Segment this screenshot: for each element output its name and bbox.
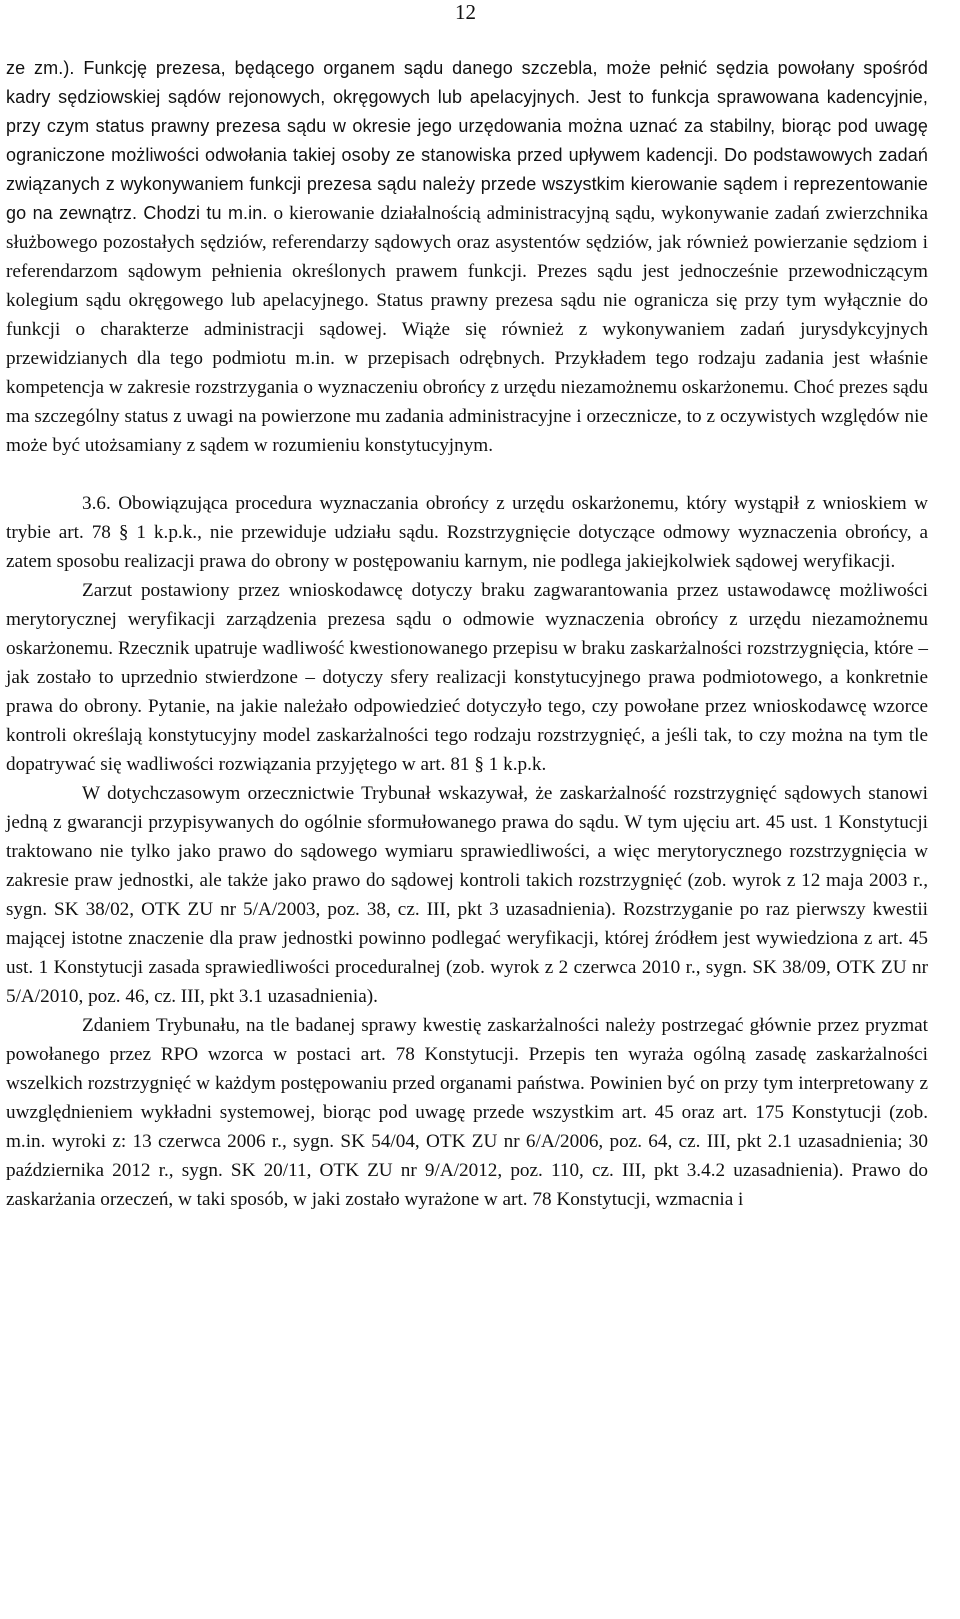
paragraph-4: W dotychczasowym orzecznictwie Trybunał wskazywał, że zaskarżalność rozstrzygnięć sądowych stanowi jedną z gwarancji przypisywanych do ogólnie sformułowanego prawa do sądu. W tym ujęciu art. 45 ust. 1 Konstytucji traktowano nie tylko jako prawo do sądowego wymiaru sprawiedliwości, a więc merytorycznego rozstrzygnięcia w zakresie praw jednostki, ale także jako prawo do sądowej kontroli takich rozstrzygnięć (zob. wyrok z 12 maja 2003 r., sygn. SK 38/02, OTK ZU nr 5/A/2003, poz. 38, cz. III, pkt 3 uzasadnienia). Rozstrzyganie po raz pierwszy kwestii mającej istotne znaczenie dla praw jednostki powinno podlegać weryfikacji, której źródłem jest wywiedziona z art. 45 ust. 1 Konstytucji zasada sprawiedliwości proceduralnej (zob. wyrok z 2 czerwca 2010 r., sygn. SK 38/09, OTK ZU nr 5/A/2010, poz. 46, cz. III, pkt 3.1 uzasadnienia). bbox=[6, 783, 928, 1007]
paragraph-1-serif-part: o kierowanie działalnością administracyjną sądu, wykonywanie zadań zwierzchnika służbowego pozostałych sędziów, referendarzy sądowych oraz asystentów sędziów, jak również powierzanie sędziom i referendarzom sądowym pełnienia określonych prawem funkcji. Prezes sądu jest jednocześnie przewodniczącym kolegium sądu okręgowego lub apelacyjnego. Status prawny prezesa sądu nie ogranicza się przy tym wyłącznie do funkcji o charakterze administracji sądowej. Wiąże się również z wykonywaniem zadań jurysdykcyjnych przewidzianych dla tego podmiotu m.in. w przepisach odrębnych. Przykładem tego rodzaju zadania jest właśnie kompetencja w zakresie rozstrzygania o wyznaczeniu obrońcy z urzędu niezamożnemu oskarżonemu. Choć prezes sądu ma szczególny status z uwagi na powierzone mu zadania administracyjne i orzecznicze, to z oczywistych względów nie może być utożsamiany z sądem w rozumieniu konstytucyjnym. bbox=[6, 203, 928, 456]
paragraph-5: Zdaniem Trybunału, na tle badanej sprawy kwestię zaskarżalności należy postrzegać głównie przez pryzmat powołanego przez RPO wzorca w postaci art. 78 Konstytucji. Przepis ten wyraża ogólną zasadę zaskarżalności wszelkich rozstrzygnięć w każdym postępowaniu przed organami państwa. Powinien być on przy tym interpretowany z uwzględnieniem wykładni systemowej, biorąc pod uwagę przede wszystkim art. 45 oraz art. 175 Konstytucji (zob. m.in. wyroki z: 13 czerwca 2006 r., sygn. SK 54/04, OTK ZU nr 6/A/2006, poz. 64, cz. III, pkt 2.1 uzasadnienia; 30 października 2012 r., sygn. SK 20/11, OTK ZU nr 9/A/2012, poz. 110, cz. III, pkt 3.4.2 uzasadnienia). Prawo do zaskarżania orzeczeń, w taki sposób, w jaki zostało wyrażone w art. 78 Konstytucji, wzmacnia i bbox=[6, 1015, 928, 1210]
paragraph-section-3-6: 3.6. Obowiązująca procedura wyznaczania obrońcy z urzędu oskarżonemu, który wystąpił z wnioskiem w trybie art. 78 § 1 k.p.k., nie przewiduje udziału sądu. Rozstrzygnięcie dotyczące odmowy wyznaczenia obrońcy, a zatem sposobu realizacji prawa do obrony w postępowaniu karnym, nie podlega jakiejkolwiek sądowej weryfikacji. bbox=[6, 493, 928, 572]
paragraph-1 bbox=[6, 54, 928, 460]
page-number: 12 bbox=[455, 0, 476, 24]
document-body bbox=[6, 54, 928, 1214]
paragraph-3: Zarzut postawiony przez wnioskodawcę dotyczy braku zagwarantowania przez ustawodawcę możliwości merytorycznej weryfikacji zarządzenia prezesa sądu o odmowie wyznaczenia obrońcy z urzędu niezamożnemu oskarżonemu. Rzecznik upatruje wadliwość kwestionowanego przepisu w braku zaskarżalności rozstrzygnięcia, które – jak zostało to uprzednio stwierdzone – dotyczy sfery realizacji konstytucyjnego prawa podmiotowego, a konkretnie prawa do obrony. Pytanie, na jakie należało odpowiedzieć dotyczyło tego, czy powołane przez wnioskodawcę wzorce kontroli określają konstytucyjny model zaskarżalności tego rodzaju rozstrzygnięć, a jeśli tak, to czy można na tym tle dopatrywać się wadliwości rozwiązania przyjętego w art. 81 § 1 k.p.k. bbox=[6, 580, 928, 775]
paragraph-1-sans-part: ze zm.). Funkcję prezesa, będącego organem sądu danego szczebla, może pełnić sędzia powołany spośród kadry sędziowskiej sądów rejonowych, okręgowych lub apelacyjnych. Jest to funkcja sprawowana kadencyjnie, przy czym status prawny prezesa sądu w okresie jego urzędowania można uznać za stabilny, biorąc pod uwagę ograniczone możliwości odwołania takiej osoby ze stanowiska przed upływem kadencji. Do podstawowych zadań związanych z wykonywaniem funkcji prezesa sądu należy przede wszystkim kierowanie sądem i reprezentowanie go na zewnątrz. Chodzi tu m.in. bbox=[6, 58, 928, 223]
